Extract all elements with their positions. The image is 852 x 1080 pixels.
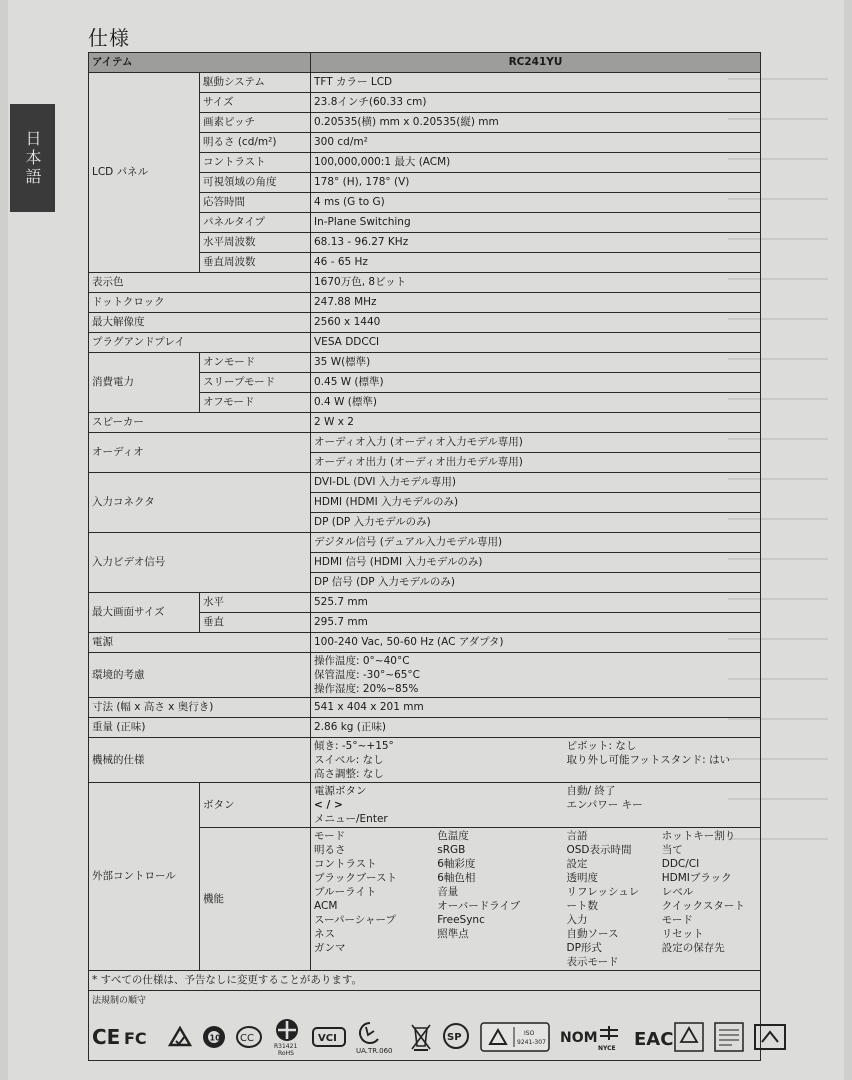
cert-text: 9241-307 — [517, 1039, 546, 1046]
row-value — [564, 828, 761, 971]
row-label: 垂直周波数 — [200, 253, 311, 273]
row-value — [311, 653, 761, 698]
function-item: 6軸彩度 — [437, 858, 476, 870]
function-item: ート数 — [566, 900, 598, 912]
label-info-logo — [714, 1022, 744, 1052]
function-item: モード — [314, 830, 346, 842]
eac-logo — [634, 1024, 674, 1050]
function-item: 色温度 — [437, 830, 469, 842]
function-column — [437, 829, 560, 955]
function-item: リセット — [661, 928, 704, 940]
svg-text:10: 10 — [209, 1033, 221, 1043]
row-value: 68.13 - 96.27 KHz — [311, 233, 761, 253]
table-row — [89, 698, 761, 718]
table-row — [89, 533, 761, 553]
env-line: 保管温度: -30°~65°C — [314, 669, 421, 681]
table-row — [89, 633, 761, 653]
function-item: 設定の保存先 — [661, 942, 725, 954]
row-label: 画素ピッチ — [200, 113, 311, 133]
epa-10-logo — [202, 1025, 226, 1049]
row-label: 環境的考慮 — [89, 653, 311, 698]
table-row — [89, 653, 761, 698]
function-item: 当て — [661, 844, 683, 856]
function-item: OSD表示時間 — [566, 844, 632, 856]
function-item: ホットキー割り — [661, 830, 736, 842]
table-row — [89, 433, 761, 453]
row-value: 0.20535(横) mm x 0.20535(縦) mm — [311, 113, 761, 133]
row-value — [564, 783, 761, 828]
table-row — [89, 273, 761, 293]
function-item: sRGB — [437, 844, 466, 856]
bsmi-rohs-logo — [272, 1018, 302, 1056]
row-value: 541 x 404 x 201 mm — [311, 698, 761, 718]
table-row — [89, 413, 761, 433]
function-item: 音量 — [437, 886, 459, 898]
function-item: ブラックブースト — [314, 872, 397, 884]
cert-text: NOM — [560, 1030, 598, 1046]
function-item: 照準点 — [437, 928, 469, 940]
svg-text:FC: FC — [124, 1029, 147, 1048]
row-value: VESA DDCCI — [311, 333, 761, 353]
row-value: HDMI (HDMI 入力モデルのみ) — [311, 493, 761, 513]
svg-text:CC: CC — [240, 1033, 254, 1044]
function-item: ガンマ — [314, 942, 346, 954]
language-tab-label: 日本語 — [23, 129, 42, 187]
group-label: LCD パネル — [89, 73, 200, 273]
function-columns — [567, 829, 758, 969]
ce-fcc-logo — [92, 1024, 158, 1050]
button-line: メニュー/Enter — [314, 813, 388, 825]
row-value: HDMI 信号 (HDMI 入力モデルのみ) — [311, 553, 761, 573]
row-value: 1670万色, 8ビット — [311, 273, 761, 293]
env-line: 操作湿度: 20%~85% — [314, 683, 419, 695]
iso-9241-307-logo — [480, 1022, 550, 1052]
row-value: 100,000,000:1 最大 (ACM) — [311, 153, 761, 173]
page-title: 仕様 — [88, 26, 130, 50]
function-item: ブルーライト — [314, 886, 377, 898]
table-header — [89, 53, 761, 73]
group-label: 外部コントロール — [89, 783, 200, 971]
svg-text:CE: CE — [92, 1025, 121, 1049]
row-label: ドットクロック — [89, 293, 311, 313]
row-label: オフモード — [200, 393, 311, 413]
row-value: 46 - 65 Hz — [311, 253, 761, 273]
row-value — [311, 738, 564, 783]
function-item: 入力 — [566, 914, 588, 926]
row-label: 最大解像度 — [89, 313, 311, 333]
mech-line: 傾き: -5°~+15° — [314, 740, 394, 752]
row-value — [311, 783, 564, 828]
table-row — [89, 718, 761, 738]
function-item: HDMIブラック — [661, 872, 732, 884]
table-row — [89, 593, 761, 613]
row-value: 2 W x 2 — [311, 413, 761, 433]
table-row — [89, 473, 761, 493]
function-item: FreeSync — [437, 914, 485, 926]
mech-line: 高さ調整: なし — [314, 768, 384, 780]
function-item: スーパーシャープ — [314, 914, 397, 926]
function-column — [662, 829, 757, 969]
certification-logos — [92, 1018, 757, 1056]
row-label: 表示色 — [89, 273, 311, 293]
row-value: 35 W(標準) — [311, 353, 761, 373]
cert-text: RoHS — [278, 1050, 294, 1057]
function-item: ネス — [314, 928, 335, 940]
row-value: 100-240 Vac, 50-60 Hz (AC アダプタ) — [311, 633, 761, 653]
row-label: 機械的仕様 — [89, 738, 311, 783]
table-row — [89, 991, 761, 1061]
row-value: 247.88 MHz — [311, 293, 761, 313]
row-label: 水平周波数 — [200, 233, 311, 253]
function-item: ACM — [314, 900, 338, 912]
svg-text:SP: SP — [447, 1032, 462, 1043]
row-label: 応答時間 — [200, 193, 311, 213]
cert-text: NYCE — [598, 1045, 616, 1052]
row-label: パネルタイプ — [200, 213, 311, 233]
ukraine-logo — [356, 1019, 400, 1055]
function-item: 表示モード — [566, 956, 619, 968]
button-line: エンパワー キー — [566, 799, 643, 811]
row-label: 駆動システム — [200, 73, 311, 93]
env-line: 操作温度: 0°~40°C — [314, 655, 410, 667]
row-label: 入力コネクタ — [89, 473, 311, 533]
row-value: DP (DP 入力モデルのみ) — [311, 513, 761, 533]
row-label: オンモード — [200, 353, 311, 373]
row-label: スピーカー — [89, 413, 311, 433]
function-item: レベル — [661, 886, 694, 898]
row-label: 重量 (正味) — [89, 718, 311, 738]
function-item: DP形式 — [566, 942, 602, 954]
row-value: DP 信号 (DP 入力モデルのみ) — [311, 573, 761, 593]
row-label: スリープモード — [200, 373, 311, 393]
button-line: < / > — [314, 799, 343, 811]
row-value: オーディオ入力 (オーディオ入力モデル専用) — [311, 433, 761, 453]
function-item: クイックスタート — [661, 900, 745, 912]
weee-bin-icon — [410, 1022, 432, 1052]
table-row — [89, 783, 761, 828]
table-row — [89, 353, 761, 373]
row-label: コントラスト — [200, 153, 311, 173]
function-item: コントラスト — [314, 858, 377, 870]
table-row — [89, 73, 761, 93]
row-label: 寸法 (幅 x 高さ x 奥行き) — [89, 698, 311, 718]
function-item: オーバードライブ — [437, 900, 521, 912]
cert-text: ISO — [524, 1030, 535, 1037]
language-tab — [10, 104, 55, 212]
row-value: 178° (H), 178° (V) — [311, 173, 761, 193]
function-item: DDC/CI — [661, 858, 700, 870]
table-row — [89, 738, 761, 783]
svg-text:VCI: VCI — [318, 1033, 337, 1044]
row-value — [311, 828, 564, 971]
row-value: 300 cd/m² — [311, 133, 761, 153]
row-value: 0.45 W (標準) — [311, 373, 761, 393]
row-label: 機能 — [200, 828, 311, 971]
button-line: 自動/ 終了 — [566, 785, 616, 797]
row-label: 水平 — [200, 593, 311, 613]
row-value: 23.8インチ(60.33 cm) — [311, 93, 761, 113]
function-column — [314, 829, 437, 955]
group-label: 消費電力 — [89, 353, 200, 413]
mech-line: スイベル: なし — [314, 754, 384, 766]
nom-nyce-logo — [560, 1022, 624, 1052]
group-label: 最大画面サイズ — [89, 593, 200, 633]
row-label: ボタン — [200, 783, 311, 828]
row-value: 2.86 kg (正味) — [311, 718, 761, 738]
table-row — [89, 293, 761, 313]
function-item: 言語 — [566, 830, 588, 842]
ccc-logo — [236, 1025, 262, 1049]
function-item: 6軸色相 — [437, 872, 476, 884]
row-label: 可視領域の角度 — [200, 173, 311, 193]
row-value: 4 ms (G to G) — [311, 193, 761, 213]
rcm-logo — [168, 1025, 192, 1049]
header-model: RC241YU — [311, 53, 761, 73]
function-columns — [314, 829, 561, 955]
function-column — [567, 829, 662, 969]
row-value: 2560 x 1440 — [311, 313, 761, 333]
row-label: サイズ — [200, 93, 311, 113]
function-item: 設定 — [566, 858, 588, 870]
row-value: 295.7 mm — [311, 613, 761, 633]
cert-text: R31421 — [274, 1043, 298, 1050]
header-item: アイテム — [89, 53, 311, 73]
row-value: TFT カラー LCD — [311, 73, 761, 93]
function-item: 明るさ — [314, 844, 346, 856]
cert-text: EAC — [634, 1029, 674, 1050]
mech-line: ピボット: なし — [566, 740, 637, 752]
row-value: デジタル信号 (デュアル入力モデル専用) — [311, 533, 761, 553]
row-value: 525.7 mm — [311, 593, 761, 613]
function-item: 自動ソース — [566, 928, 619, 940]
row-label: 電源 — [89, 633, 311, 653]
recycle-logo — [754, 1022, 786, 1052]
function-item: モード — [661, 914, 693, 926]
table-row — [89, 333, 761, 353]
function-item: 透明度 — [566, 872, 598, 884]
row-label: 垂直 — [200, 613, 311, 633]
vcci-logo — [312, 1025, 346, 1049]
cert-text: UA.TR.060 — [356, 1047, 393, 1055]
row-value: In-Plane Switching — [311, 213, 761, 233]
function-item: リフレッシュレ — [566, 886, 640, 898]
table-row — [89, 971, 761, 991]
regulatory-cell — [89, 991, 761, 1061]
button-line: 電源ボタン — [314, 785, 367, 797]
footnote: * すべての仕様は、予告なしに変更することがあります。 — [89, 971, 761, 991]
row-label: 入力ビデオ信号 — [89, 533, 311, 593]
row-label: 明るさ (cd/m²) — [200, 133, 311, 153]
mech-line: 取り外し可能フットスタンド: はい — [566, 754, 731, 766]
row-value: DVI-DL (DVI 入力モデル専用) — [311, 473, 761, 493]
row-label: プラグアンドプレイ — [89, 333, 311, 353]
csa-logo — [442, 1023, 470, 1051]
regulatory-label: 法規制の順守 — [92, 996, 147, 1006]
table-row — [89, 313, 761, 333]
spec-table — [88, 52, 761, 1061]
row-value — [564, 738, 761, 783]
row-value: オーディオ出力 (オーディオ出力モデル専用) — [311, 453, 761, 473]
row-value: 0.4 W (標準) — [311, 393, 761, 413]
row-label: オーディオ — [89, 433, 311, 473]
energy-label-logo — [674, 1022, 704, 1052]
